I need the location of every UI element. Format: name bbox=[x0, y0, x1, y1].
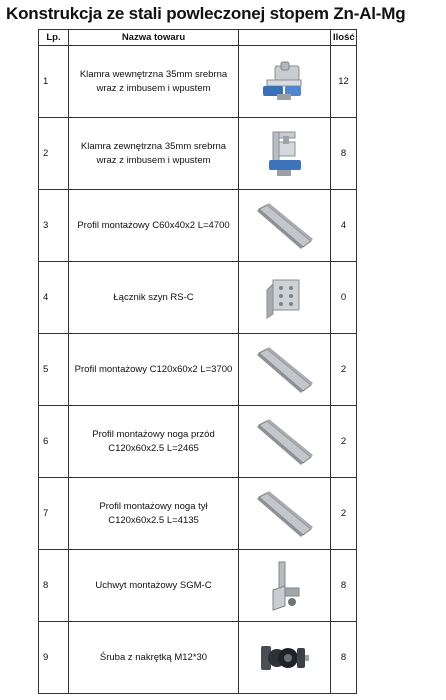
header-name: Nazwa towaru bbox=[69, 30, 239, 46]
cell-name: Profil montażowy noga przód C120x60x2.5 L=2465 bbox=[69, 406, 239, 478]
cell-name: Śruba z nakrętką M12*30 bbox=[69, 622, 239, 694]
cell-qty: 0 bbox=[331, 262, 357, 334]
cell-image bbox=[239, 622, 331, 694]
cell-qty: 2 bbox=[331, 334, 357, 406]
cell-name: Profil montażowy C60x40x2 L=4700 bbox=[69, 190, 239, 262]
cell-lp: 5 bbox=[39, 334, 69, 406]
cell-lp: 4 bbox=[39, 262, 69, 334]
cell-image bbox=[239, 406, 331, 478]
product-table bbox=[38, 29, 357, 694]
table-row bbox=[39, 550, 357, 622]
c-profile-icon bbox=[255, 203, 315, 249]
c-profile-icon bbox=[255, 419, 315, 465]
table-row bbox=[39, 262, 357, 334]
cell-image bbox=[239, 478, 331, 550]
c-profile-icon bbox=[255, 491, 315, 537]
table-header-row bbox=[39, 30, 357, 46]
cell-image bbox=[239, 550, 331, 622]
header-qty: Ilość bbox=[331, 30, 357, 46]
cell-lp: 6 bbox=[39, 406, 69, 478]
cell-lp: 8 bbox=[39, 550, 69, 622]
cell-lp: 2 bbox=[39, 118, 69, 190]
cell-name: Łącznik szyn RS-C bbox=[69, 262, 239, 334]
end-clamp-icon bbox=[263, 128, 307, 180]
table-row bbox=[39, 622, 357, 694]
table-row bbox=[39, 118, 357, 190]
cell-name: Klamra zewnętrzna 35mm srebrna wraz z imbusem i wpustem bbox=[69, 118, 239, 190]
cell-name: Profil montażowy C120x60x2 L=3700 bbox=[69, 334, 239, 406]
table-row bbox=[39, 334, 357, 406]
cell-qty: 8 bbox=[331, 118, 357, 190]
cell-qty: 8 bbox=[331, 550, 357, 622]
cell-image bbox=[239, 46, 331, 118]
cell-image bbox=[239, 334, 331, 406]
table-row bbox=[39, 190, 357, 262]
cell-qty: 4 bbox=[331, 190, 357, 262]
mounting-bracket-icon bbox=[265, 560, 305, 612]
cell-image bbox=[239, 190, 331, 262]
cell-lp: 3 bbox=[39, 190, 69, 262]
cell-qty: 2 bbox=[331, 478, 357, 550]
page-title: Konstrukcja ze stali powleczonej stopem Zn-Al-Mg bbox=[6, 4, 406, 23]
cell-image bbox=[239, 118, 331, 190]
table-row bbox=[39, 406, 357, 478]
table-row bbox=[39, 46, 357, 118]
cell-name: Profil montażowy noga tył C120x60x2.5 L=4135 bbox=[69, 478, 239, 550]
header-image bbox=[239, 30, 331, 46]
c-profile-icon bbox=[255, 347, 315, 393]
cell-name: Uchwyt montażowy SGM-C bbox=[69, 550, 239, 622]
cell-qty: 2 bbox=[331, 406, 357, 478]
rail-connector-icon bbox=[263, 276, 307, 320]
cell-qty: 8 bbox=[331, 622, 357, 694]
cell-image bbox=[239, 262, 331, 334]
cell-name: Klamra wewnętrzna 35mm srebrna wraz z imbusem i wpustem bbox=[69, 46, 239, 118]
cell-lp: 7 bbox=[39, 478, 69, 550]
table-row bbox=[39, 478, 357, 550]
bolt-nut-icon bbox=[255, 638, 315, 678]
cell-qty: 12 bbox=[331, 46, 357, 118]
cell-lp: 1 bbox=[39, 46, 69, 118]
cell-lp: 9 bbox=[39, 622, 69, 694]
inner-clamp-icon bbox=[257, 60, 313, 104]
header-lp: Lp. bbox=[39, 30, 69, 46]
